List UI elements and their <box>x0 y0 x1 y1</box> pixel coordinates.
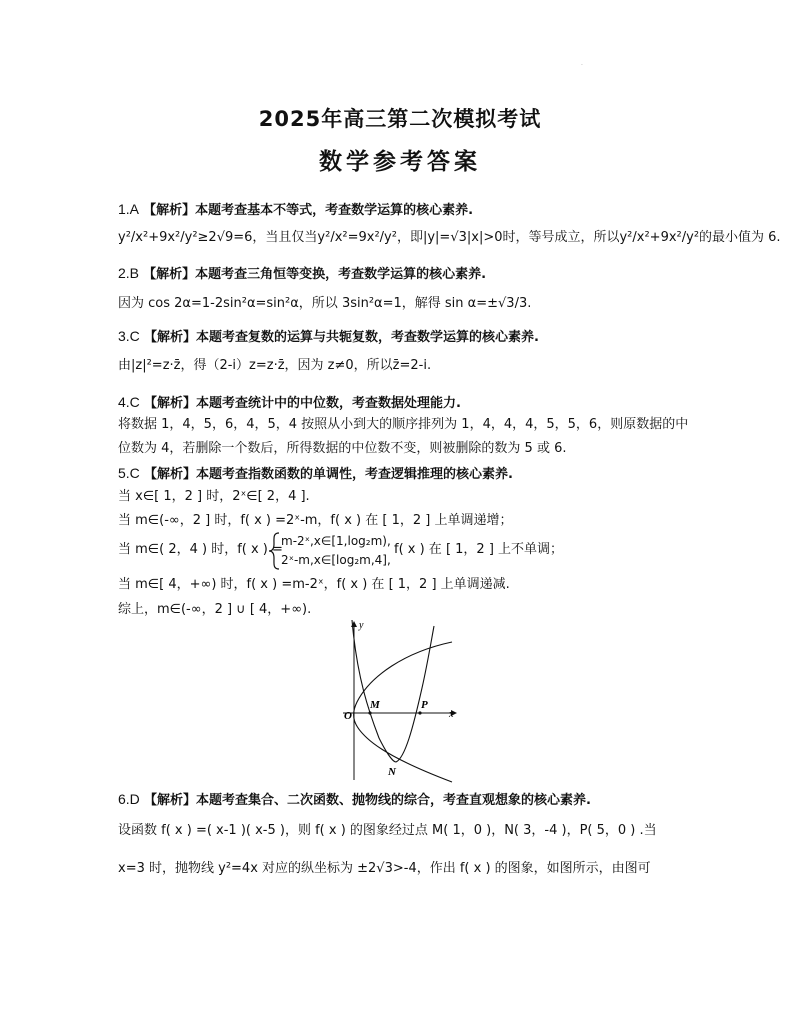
answer-analysis: 【解析】本题考查指数函数的单调性，考查逻辑推理的核心素养. <box>143 467 513 482</box>
function-graph <box>335 618 465 788</box>
point-p-label: P <box>421 699 428 711</box>
answer-5-line: 当 m∈( 2，4 ) 时，f( x ) = <box>118 542 283 557</box>
answer-label: 3.C <box>118 328 140 344</box>
answer-5-line: 当 m∈(-∞，2 ] 时，f( x ) =2ˣ-m，f( x ) 在 [ 1，2 ] 上单调递增； <box>118 513 513 528</box>
answer-5-head <box>118 464 513 484</box>
answer-5-line: 当 x∈[ 1，2 ] 时，2ˣ∈[ 2，4 ]. <box>118 489 310 504</box>
answer-label: 6.D <box>118 791 140 807</box>
point-m-label: M <box>370 699 380 711</box>
answer-analysis: 【解析】本题考查复数的运算与共轭复数，考查数学运算的核心素养. <box>143 330 539 345</box>
answer-5-line: 当 m∈[ 4，+∞) 时，f( x ) =m-2ˣ，f( x ) 在 [ 1，2 ] 上单调递减. <box>118 577 510 592</box>
answer-label: 2.B <box>118 265 140 281</box>
answer-4-line: 位数为 4，若删除一个数后，所得数据的中位数不变，则被删除的数为 5 或 6. <box>118 441 567 456</box>
answer-1-head <box>118 200 473 220</box>
answer-analysis: 【解析】本题考查集合、二次函数、抛物线的综合，考查直观想象的核心素养. <box>143 793 591 808</box>
answer-4-line: 将数据 1，4，5，6，4，5，4 按照从小到大的顺序排列为 1，4，4，4，5，5，6，则原数据的中 <box>118 417 689 432</box>
answer-2-head <box>118 264 486 284</box>
answer-analysis: 【解析】本题考查统计中的中位数，考查数据处理能力. <box>143 396 461 411</box>
point-p <box>418 711 421 714</box>
answer-3-line: 由|z|²=z·z̄，得（2-i）z=z·z̄，因为 z≠0，所以z̄=2-i. <box>118 358 432 373</box>
axis-label-y: y <box>359 620 364 631</box>
parabola-y2-4x <box>354 642 452 782</box>
answer-label: 1.A <box>118 201 140 217</box>
point-n-label: N <box>388 766 396 778</box>
origin-label: O <box>344 710 352 722</box>
piecewise-case-1: m-2ˣ,x∈[1,log₂m), <box>281 534 391 548</box>
answer-label: 5.C <box>118 465 140 481</box>
answer-6-line: x=3 时，抛物线 y²=4x 对应的纵坐标为 ±2√3>-4，作出 f( x ) 的图象，如图所示，由图可 <box>118 861 651 876</box>
page-subtitle: 数学参考答案 <box>319 149 481 175</box>
answer-4-head <box>118 393 461 413</box>
axis-label-x: x <box>449 709 454 720</box>
answer-1-line: y²/x²+9x²/y²≥2√9=6，当且仅当y²/x²=9x²/y²，即|y|=√3|x|>0时，等号成立，所以y²/x²+9x²/y²的最小值为 6. <box>118 230 781 245</box>
piecewise-case-2: 2ˣ-m,x∈[log₂m,4], <box>281 553 391 567</box>
answer-5-line: f( x ) 在 [ 1，2 ] 上不单调； <box>394 542 564 557</box>
piecewise-brace <box>268 532 280 570</box>
answer-5-line: 综上，m∈(-∞，2 ] ∪ [ 4，+∞). <box>118 602 312 617</box>
answer-analysis: 【解析】本题考查三角恒等变换，考查数学运算的核心素养. <box>143 267 487 282</box>
answer-label: 4.C <box>118 394 140 410</box>
page-mark: · <box>581 62 583 69</box>
answer-analysis: 【解析】本题考查基本不等式，考查数学运算的核心素养. <box>143 203 474 218</box>
answer-6-line: 设函数 f( x ) =( x-1 )( x-5 )，则 f( x ) 的图象经过点 M( 1，0 )，N( 3，-4 )，P( 5，0 ) .当 <box>118 823 657 838</box>
answer-2-line: 因为 cos 2α=1-2sin²α=sin²α，所以 3sin²α=1，解得 sin α=±√3/3. <box>118 296 532 311</box>
answer-6-head <box>118 790 591 810</box>
point-m <box>368 711 371 714</box>
answer-3-head <box>118 327 539 347</box>
page-title: 2025年高三第二次模拟考试 <box>258 107 542 131</box>
